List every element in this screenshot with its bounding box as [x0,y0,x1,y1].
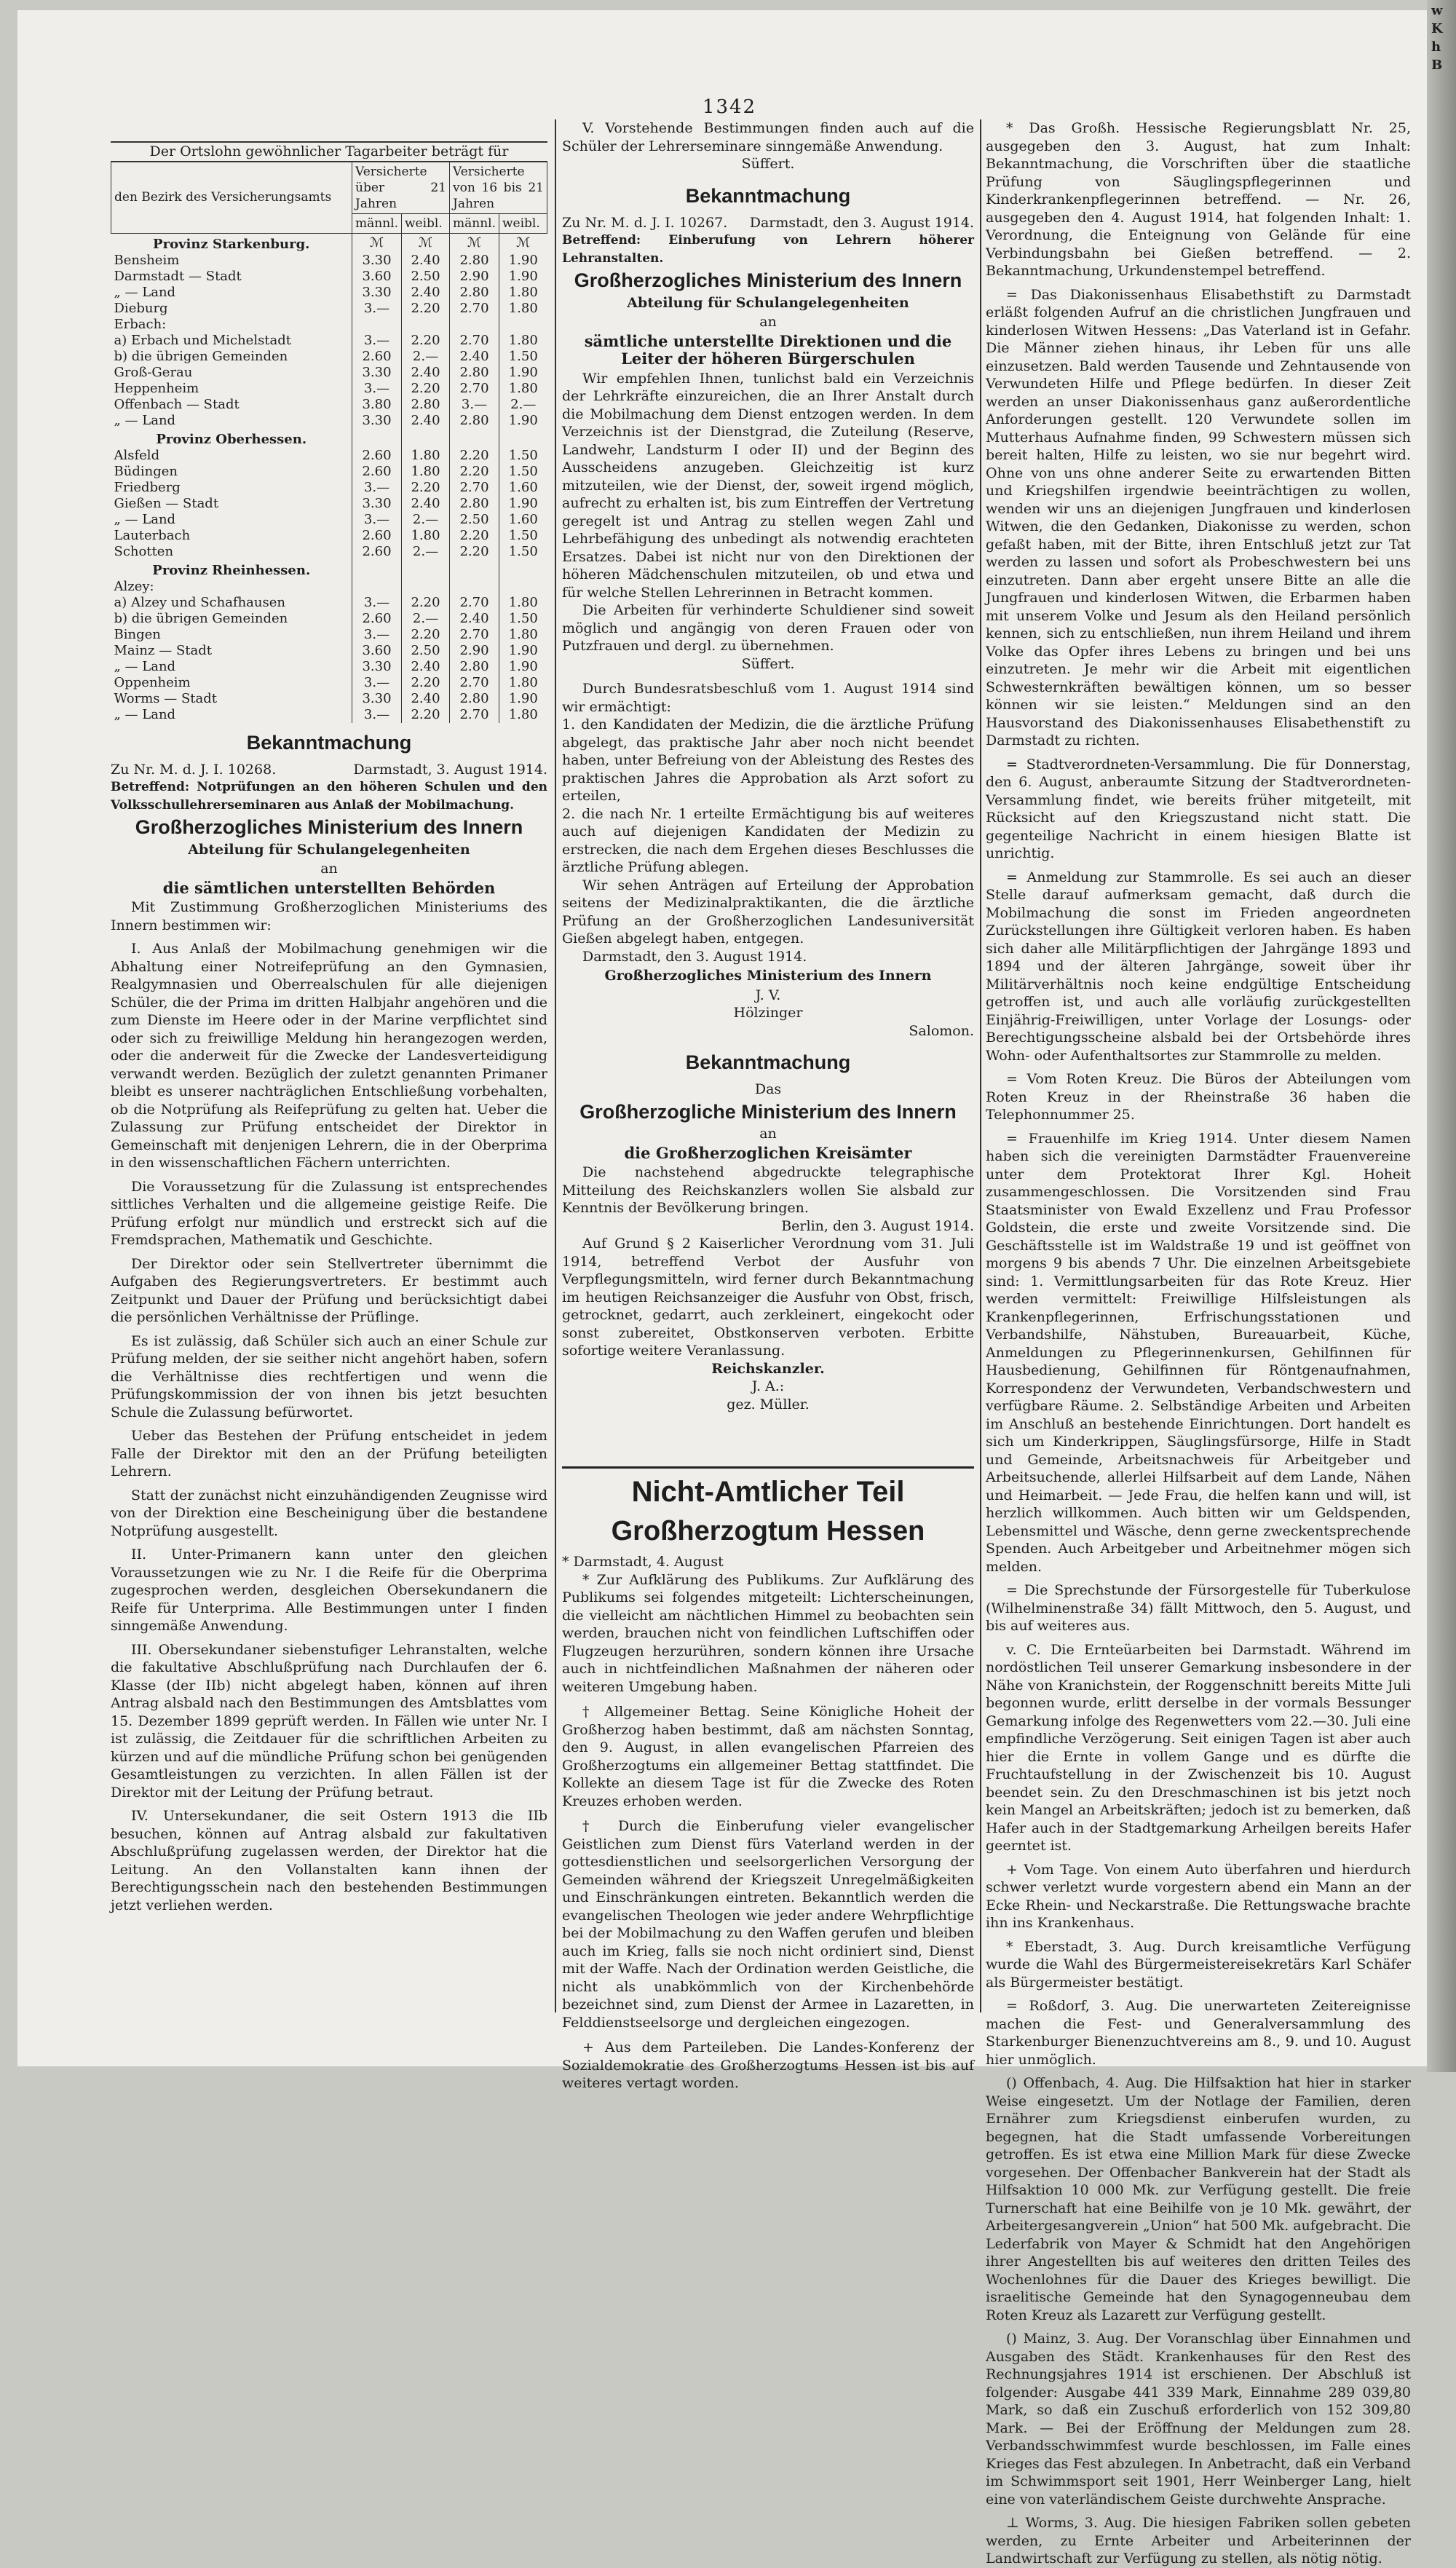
signature: Süffert. [741,655,795,672]
wage-cell: 2.60 [352,544,402,560]
wage-cell: 3.— [352,301,402,317]
wage-cell: 2.80 [450,413,499,429]
paragraph: = Vom Roten Kreuz. Die Büros der Abteilungen vom Roten Kreuz in der Rheinstraße 36 haben die Telephonnummer 25. [986,1071,1411,1123]
wage-cell: 2.80 [402,397,450,413]
dateline: Darmstadt, den 3. August 1914. [582,948,807,965]
wage-cell: 2.70 [450,301,499,317]
wage-cell: 2.40 [450,349,499,365]
paragraph: = Stadtverordneten-Versammlung. Die für Donnerstag, den 6. August, anberaumte Sitzung der Stadtverordneten-Versammlung findet, wie bereits früher mitgeteilt, mit Rücksicht auf den Kriegszustand nicht statt. Die gegenteilige Nachricht in einem hiesigen Blatte ist unrichtig. [986,756,1411,861]
wage-cell: 1.60 [499,480,547,496]
wage-table [111,162,547,723]
wage-cell: 2.80 [450,496,499,512]
district-cell: „ — Land [114,706,176,722]
table-row [111,253,547,269]
wage-cell: 2.70 [450,480,499,496]
wage-cell: 1.80 [402,464,450,480]
unit-cell: ℳ [402,233,450,253]
wage-cell [450,317,499,333]
wage-cell: 1.80 [499,675,547,691]
paragraph: IV. Untersekundaner, die seit Ostern 1913 die IIb besuchen, können auf Antrag alsbald zur fakultativen Abschlußprüfung zugelassen werden, der Direktor hat die Leitung. An den Vollanstalten kann ihnen der Berechtigungsschein nach den bestehenden Bestimmungen jetzt verliehen werden. [111,1808,547,1913]
district-cell: „ — Land [114,284,176,300]
wage-cell: 2.40 [402,365,450,381]
paragraph: = Die Sprechstunde der Fürsorgestelle für Tuberkulose (Wilhelminenstraße 34) fällt Mittwoch, den 5. August, und bis auf weiteres aus. [986,1582,1411,1634]
wage-cell: 2.50 [402,269,450,285]
wage-cell: 2.20 [402,707,450,723]
wage-cell: 2.20 [450,528,499,544]
wage-cell [402,579,450,595]
signature: Süffert. [741,156,795,172]
col-m2: männl. [450,213,499,233]
unit-cell [450,429,499,448]
wage-cell: 1.90 [499,496,547,512]
recipients: die sämtlichen unterstellten Behörden [162,878,496,897]
wage-cell: 1.50 [499,349,547,365]
unit-cell: ℳ [450,233,499,253]
wage-cell: 3.30 [352,496,402,512]
wage-cell: 2.50 [402,643,450,659]
wage-cell: 2.20 [402,381,450,397]
paragraph: Es ist zulässig, daß Schüler sich auch an einer Schule zur Prüfung melden, der sie seither nicht angehört haben, sofern die Verhältnisse dies rechtfertigen und wenn die Prüfungskommission der von ihnen bis jetzt besuchten Schule die Zulassung befürwortet. [111,1332,547,1421]
paragraph: = Frauenhilfe im Krieg 1914. Unter diesem Namen haben sich die vereinigten Darmstädter Frauenvereine unter dem Protektorat Ihrer Kgl. Hoheit zusammengeschlossen. Die Vorsitzenden sind Frau Staatsminister von Ewald Exzellenz und Frau Professor Goldstein, die erste und zweite Vorsitzende sind. Die Geschäftsstelle ist im Waldstraße 19 und ist geöffnet von morgens 9 bis abends 7 Uhr. Die einzelnen Arbeitsgebiete sind: 1. Vermittlungsarbeiten für das Rote Kreuz. Hier werden vermittelt: Freiwillige Hilfsleistungen als Krankenpflegerinnen, Erfrischungsstationen und Verbandshilfe, Nähstuben, Bureauarbeit, Küche, Anmeldungen zu Pflegerinnenkursen, Gehilfinnen für Hausbedienung, Gehilfinnen für Röntgenaufnahmen, Korrespondenz der Verwundeten, Verbandschwestern und verfügbare Räume. 2. Selbständige Arbeiten und Arbeiten im Anschluß an bestehende Einrichtungen. Dort handelt es sich um Kinderkrippen, Säuglingsfürsorge, Hilfe in Stadt und Gemeinde, Arbeitsnachweis für Arbeitgeber und Arbeitsuchende, allerlei Hilfsarbeit auf dem Lande, Nähen und Heimarbeit. — Jede Frau, die helfen kann und will, ist herzlich willkommen. Auch bitten wir um Geldspenden, Lebensmittel und Wäsche, denn gerne zweckentsprechende Spenden. Auch Arbeitgeber und Arbeitnehmer mögen sich melden. [986,1130,1411,1575]
wage-cell: 3.60 [352,643,402,659]
table-row [111,528,547,544]
wage-cell: 2.80 [450,285,499,301]
table-row [111,611,547,627]
wage-cell: 2.80 [450,253,499,269]
paragraph: Mit Zustimmung Großherzoglichen Ministeriums des Innern bestimmen wir: [111,899,547,933]
table-row [111,333,547,349]
wage-cell: 3.— [352,675,402,691]
wage-cell [402,317,450,333]
wage-cell: 2.20 [402,301,450,317]
wage-cell: 3.— [352,381,402,397]
column-1 [111,119,547,2012]
paragraph: Der Direktor oder sein Stellvertreter übernimmt die Aufgaben des Regierungsvertreters. Er bestimmt auch Zeitpunkt und Dauer der Prüfung und berücksichtigt dabei die persönlichen Verhältnisse der Prüflinge. [111,1255,547,1325]
district-cell: Worms — Stadt [114,690,218,706]
ministry-name: Großherzogliches Ministerium des Innern [135,816,523,838]
wage-cell: 1.80 [499,285,547,301]
body-text: Durch Bundesratsbeschluß vom 1. August 1914 sind wir ermächtigt: [562,681,974,715]
wage-cell: 3.— [352,595,402,611]
wage-cell: 2.20 [450,464,499,480]
district-cell: b) die übrigen Gemeinden [114,348,288,364]
column-3 [986,119,1411,2567]
wage-cell: 2.70 [450,627,499,643]
unit-cell [402,429,450,448]
wage-cell: 2.40 [402,691,450,707]
wage-cell: 3.— [450,397,499,413]
district-cell: a) Erbach und Michelstadt [114,332,292,348]
wage-cell: 2.20 [450,544,499,560]
paragraph: = Roßdorf, 3. Aug. Die unerwarteten Zeitereignisse machen die Fest- und Generalversammlung des Starkenburger Bienenzuchtvereins am 8., 9. und 10. August hier unmöglich. [986,1998,1411,2068]
district-cell: a) Alzey und Schafhausen [114,594,285,610]
wage-cell: 2.50 [450,512,499,528]
body-text: Auf Grund § 2 Kaiserlicher Verordnung vom 31. Juli 1914, betreffend Verbot der Ausfuhr von Verpflegungsmitteln, wird ferner durch Bekanntmachung im heutigen Reichsanzeiger die Ausfuhr von Obst, frisch, getrocknet, gedarrt, auch zerkleinert, eingekocht oder sonst zubereitet, Obstkonserven verboten. Erbitte sofortige weitere Veranlassung. [562,1236,974,1359]
district-cell: Heppenheim [114,380,199,396]
wage-cell: 1.90 [499,365,547,381]
an-word: an [759,314,777,330]
province-header-row [111,429,547,448]
paragraph: Die Voraussetzung für die Zulassung ist entsprechendes sittliches Verhalten und die allgemeine geistige Reife. Die Prüfung erfolgt nur mündlich und erstreckt sich auf die Fremdsprachen, Mathematik und Geschichte. [111,1178,547,1248]
table-row [111,496,547,512]
wage-cell: 1.50 [499,464,547,480]
paragraph: * Eberstadt, 3. Aug. Durch kreisamtliche Verfügung wurde die Wahl des Bürgermeistereisekretärs Karl Schäfer als Bürgermeister bestätigt. [986,1938,1411,1991]
district-cell: Oppenheim [114,674,191,690]
paragraph: ⊥ Worms, 3. Aug. Die hiesigen Fabriken sollen gebeten werden, zu Ernte Arbeiter und Arbeiterinnen der Landwirtschaft zur Verfügung zu stellen, als nötig nötig. [986,2515,1411,2567]
ref-number: Zu Nr. M. d. J. I. 10267. [562,214,728,231]
betreff: Betreffend: Notprüfungen an den höheren Schulen und den Volksschullehrerseminaren aus Anlaß der Mobilmachung. [111,780,547,813]
heading-bekanntmachung-2: Bekanntmachung [685,184,851,207]
wage-cell: 3.30 [352,691,402,707]
district-cell: Friedberg [114,479,181,495]
wage-cell: 2.20 [402,627,450,643]
ministry-name: Großherzogliches Ministerium des Innern [574,269,962,291]
wage-cell: 1.60 [499,512,547,528]
department: Abteilung für Schulangelegenheiten [627,294,909,311]
column-rule-2 [980,119,981,2012]
wage-cell: 2.20 [402,480,450,496]
table-row [111,659,547,675]
table-row [111,413,547,429]
wage-cell: 3.30 [352,659,402,675]
wage-cell: 3.— [352,333,402,349]
district-cell: Alzey: [114,578,154,594]
col-m1: männl. [352,213,402,233]
table-row [111,707,547,723]
body-text: Die nachstehend abgedruckte telegraphische Mitteilung des Reichskanzlers wollen Sie alsbald zur Kenntnis der Bevölkerung bringen. [562,1164,974,1216]
wage-cell: 2.— [402,349,450,365]
district-cell: Bingen [114,626,161,642]
province-name: Provinz Rheinhessen. [152,562,311,578]
table-row [111,317,547,333]
paragraph: I. Aus Anlaß der Mobilmachung genehmigen wir die Abhaltung einer Notreifeprüfung an den Gymnasien, Realgymnasien und Oberrealschulen für alle diejenigen Schüler, die der Prima im dritten Halbjahr angehören und die zum Dienste im Heere oder in der Marine verpflichtet sind oder sich zu freiwillige Meldung hin herangezogen werden, oder die anderweit für die Zwecke der Landesverteidigung verwandt werden. Bezüglich der zuletzt genannten Primaner bleibt es unserer nachträglichen Entschließung vorbehalten, ob die Notprüfung als Reifeprüfung zu gelten hat. Ueber die Zulassung zur Prüfung entscheidet der Direktor in Gemeinschaft mit denjenigen Lehrern, die in der Oberprima in den wissenschaftlichen Fächern unterrichten. [111,941,547,1171]
col-district-header: den Bezirk des Versicherungsamts [111,162,352,233]
district-cell: Dieburg [114,300,168,316]
news-item: † Durch die Einberufung vieler evangelischer Geistlichen zum Dienst fürs Vaterland werden in der gottesdienstlichen und seelsorgerlichen Versorgung der Gemeinden während der Kriegszeit Unregelmäßigkeiten und Einschränkungen eintreten. Bekanntlich werden die evangelischen Theologen wie jeder andere Wehrpflichtige bei der Mobilmachung zu den Waffen gerufen und bleiben auch im Krieg, falls sie noch nicht ordiniert sind, Dienst mit der Waffe. Nach der Ordination werden Geistliche, die nicht als unabkömmlich von der Kirchenbehörde bezeichnet sind, zum Dienst der Armee in Lazaretten, in Felddienstseelsorge und dergleichen eingezogen. [562,1818,974,2031]
wage-cell: 1.50 [499,528,547,544]
table-row [111,643,547,659]
wage-cell: 2.60 [352,349,402,365]
table-row [111,579,547,595]
wage-cell: 2.20 [402,675,450,691]
wage-cell: 3.60 [352,269,402,285]
dateline: Berlin, den 3. August 1914. [781,1217,974,1234]
signature: Salomon. [909,1022,974,1039]
table-row [111,301,547,317]
col-w1: weibl. [402,213,450,233]
wage-cell: 2.60 [352,528,402,544]
district-cell: „ — Land [114,511,176,527]
table-row [111,691,547,707]
an-word: an [320,861,338,877]
wage-cell: 1.90 [499,659,547,675]
unit-cell: ℳ [352,233,402,253]
table-row [111,448,547,464]
wage-cell: 3.— [352,512,402,528]
column-rule-1 [555,119,556,2012]
dateline: * Darmstadt, 4. August [562,1554,724,1570]
wage-cell: 3.80 [352,397,402,413]
wage-cell: 3.— [352,707,402,723]
wage-cell: 2.90 [450,643,499,659]
wage-cell: 3.— [352,480,402,496]
wage-cell: 1.80 [499,301,547,317]
ministry-name: Großherzogliche Ministerium des Innern [579,1100,957,1123]
paragraph: + Vom Tage. Von einem Auto überfahren und hierdurch schwer verletzt wurde vorgestern abend ein Mann an der Ecke Rhein- und Neckarstraße. Die Rettungswache brachte ihn ins Krankenhaus. [986,1861,1411,1931]
table-row [111,381,547,397]
wage-cell: 2.— [402,512,450,528]
unit-cell [450,560,499,579]
signature: J. A.: [751,1378,785,1394]
nonofficial-section [562,1466,974,2091]
paragraph: III. Obersekundaner siebenstufiger Lehranstalten, welche die fakultative Abschlußprüfung nach Durchlaufen der 6. Klasse (der IIb) nicht abgelegt haben, können auf ihren Antrag alsbald nach den Bestimmungen des Amtsblattes vom 15. Dezember 1899 geprüft werden. In Fällen wie unter Nr. I ist zulässig, die Zeitdauer für die schriftlichen Arbeiten zu kürzen und auf die mündliche Prüfung schon bei genügenden Gesamtleistungen zu verzichten. In allen Fällen ist der Direktor mit der Leitung der Prüfung betraut. [111,1641,547,1801]
district-cell: Schotten [114,543,174,559]
wage-cell: 2.— [402,544,450,560]
table-row [111,512,547,528]
table-row [111,349,547,365]
newspaper-page [17,10,1441,2567]
wage-cell: 1.80 [499,707,547,723]
wage-cell [352,579,402,595]
table-row [111,285,547,301]
body-text: Die Arbeiten für verhinderte Schuldiener sind soweit möglich und angängig von deren Frauen oder von Putzfrauen und dergl. zu übernehmen. [562,602,974,654]
wage-cell [499,317,547,333]
body-text: Wir sehen Anträgen auf Erteilung der Approbation seitens der Medizinalpraktikanten, die die ärztliche Prüfung an der Großherzoglichen Landesuniversität Gießen abgelegt haben, entgegen. [562,877,974,947]
dateline: Darmstadt, 3. August 1914. [353,761,547,778]
district-cell: Mainz — Stadt [114,642,212,658]
wage-cell: 1.90 [499,691,547,707]
district-cell: b) die übrigen Gemeinden [114,610,288,626]
wage-cell: 2.— [499,397,547,413]
province-name: Provinz Oberhessen. [156,431,307,447]
paragraph: Ueber das Bestehen der Prüfung entscheidet in jedem Falle der Direktor mit den an der Prüfung beteiligten Lehrern. [111,1428,547,1479]
wage-cell: 2.60 [352,448,402,464]
wage-cell: 2.70 [450,381,499,397]
wage-cell: 2.40 [402,413,450,429]
news-item: † Allgemeiner Bettag. Seine Königliche Hoheit der Großherzog haben bestimmt, daß am nächsten Sonntag, den 9. August, in allen evangelischen Pfarreien des Großherzogtums ein allgemeiner Bettag stattfindet. Die Kollekte an diesem Tage ist für die Zwecke des Roten Kreuzes erhoben werden. [562,1704,974,1809]
table-row [111,595,547,611]
paragraph: () Mainz, 3. Aug. Der Voranschlag über Einnahmen und Ausgaben des Städt. Krankenhauses für den Rest des Rechnungsjahres 1914 ist erschienen. Der Abschluß ist folgender: Ausgabe 441 339 Mark, Einnahme 289 039,80 Mark, so daß ein Zuschuß erforderlich von 152 309,80 Mark. — Bei der Eröffnung der Meldungen zum 28. Verbandsschwimmfest wurde beschlossen, im Falle eines Krieges das Fest abzulegen. In Anbetracht, daß ein Verband im Schwimmsport seit 1901, Herr Weinberger Lang, hielt eine von vaterländischem Geiste durchwehte Ansprache. [986,2331,1411,2508]
region-heading: Großherzogtum Hessen [611,1516,925,1546]
wage-cell: 2.60 [352,464,402,480]
wage-cell: 1.80 [499,381,547,397]
betreff: Betreffend: Einberufung von Lehrern höherer Lehranstalten. [562,233,974,266]
wage-cell: 2.40 [402,253,450,269]
wage-cell: 2.70 [450,333,499,349]
wage-cell: 3.30 [352,253,402,269]
district-cell: „ — Land [114,412,176,428]
wage-cell [352,317,402,333]
wage-cell: 2.40 [450,611,499,627]
body-text: Wir empfehlen Ihnen, tunlichst bald ein Verzeichnis der Lehrkräfte einzureichen, die an Ihrer Anstalt durch die Mobilmachung dem Dienst entzogen werden. In dem Verzeichnis ist der Dienstgrad, die Zuteilung (Reserve, Landwehr, Landsturm I oder II) und der Beginn des Ausscheidens anzugeben. Gleichzeitig ist kurz mitzuteilen, wie der Dienst, der, soweit irgend möglich, aufrecht zu erhalten ist, bis zum Eintreffen der Vertretung geregelt ist und Antrag zu stellen wegen Zahl und Lehrbefähigung des unbedingt als notwendig erachteten Ersatzes. Dabei ist nicht nur von den Direktionen der höheren Mädchenschulen mitzuteilen, ob und etwa und für welche Stellen Lehrerinnen in Betracht kommen. [562,370,974,601]
wage-cell: 1.80 [402,448,450,464]
paragraph: = Das Diakonissenhaus Elisabethstift zu Darmstadt erläßt folgenden Aufruf an die christlichen Jungfrauen und kinderlosen Witwen Hessens: „Das Vaterland ist in Gefahr. Die Männer ziehen hinaus, ihr Leben für uns alle einzusetzen. Bald werden Tausende und Zehntausende von Verwundeten Hilfe und Pflege bedürfen. In dieser Zeit werden an unser Diakonissenhaus ganz außerordentliche Anforderungen gestellt. 120 Verwundete sollen im Mutterhaus Aufnahme finden, 99 Schwestern müssen sich bereit halten, Hilfe zu leisten, wo sie nur begehrt wird. Ohne von uns ohne anderer Seite zu erwartenden Bitten und Kriegshilfen irgendwie beeinträchtigen zu wollen, wenden wir uns an diejenigen Jungfrauen und kinderlosen Witwen, die den Gedanken, Diakonisse zu werden, schon gefaßt haben, mit der Bitte, ihren Entschluß jetzt zur Tat werden zu lassen und sofort als Probeschwestern bei uns einzutreten. Dann aber ergeht unsere Bitte an alle die Jungfrauen und kinderlosen Witwen, die Erbarmen haben mit unserem Volke und Jesum als den Heiland persönlich kennen, sich zu entschließen, nun ihrem Heiland und ihrem Volke das Opfer ihres Lebens zu bringen und bei uns einzutreten. Je mehr wir die Arbeit mit eigentlichen Schwesternkräften bewältigen können, um so besser können wir sie leisten.“ Meldungen sind an den Hausvorstand des Diakonissenhauses Elisabethenstift zu Darmstadt zu richten. [986,286,1411,748]
wage-cell: 1.50 [499,448,547,464]
wage-cell: 1.90 [499,643,547,659]
paragraph: v. C. Die Ernteüarbeiten bei Darmstadt. Während im nordöstlichen Teil unserer Gemarkung insbesondere in der Nähe von Kranichstein, der Roggenschnitt bereits Mitte Juli begonnen wurde, erlitt derselbe in der vormals Bessunger Gemarkung infolge des Regenwetters vom 22.—30. Juli eine empfindliche Verzögerung. Seit einigen Tagen ist aber auch hier die Ernte in vollem Gange und es dürfte die Fruchtaufstellung in der Zwischenzeit bis 10. August beendet sein. Zu den Dreschmaschinen ist bis jetzt noch kein Mangel an Arbeitskräften; jedoch ist zu bemerken, daß Hafer auch in der Stadtgemarkung Arheilgen bereits Hafer geerntet ist. [986,1641,1411,1854]
wage-cell: 2.40 [402,285,450,301]
col-w2: weibl. [499,213,547,233]
paragraph: Statt der zunächst nicht einzuhändigenden Zeugnisse wird von der Direktion eine Bescheinigung über die bestandene Notprüfung ausgestellt. [111,1487,547,1539]
district-cell: Darmstadt — Stadt [114,268,242,284]
wage-cell: 2.90 [450,269,499,285]
unit-cell: ℳ [499,233,547,253]
unit-cell [499,429,547,448]
signature: Hölzinger [733,1005,803,1021]
paragraph: II. Unter-Primanern kann unter den gleichen Voraussetzungen wie zu Nr. I die Reife für die Oberprima zugesprochen werden, desgleichen Obersekundanern die Reife für Unterprima. Alle Bestimmungen unter I finden sinngemäße Anwendung. [111,1546,547,1634]
paragraph: () Offenbach, 4. Aug. Die Hilfsaktion hat hier in starker Weise eingesetzt. Um der Notlage der Familien, deren Ernährer zum Kriegsdienst einberufen wurden, zu begegnen, hat die Stadt umfassende Vorbereitungen getroffen. Es ist etwa eine Million Mark für diese Zwecke vorgesehen. Der Offenbacher Bankverein hat der Stadt als Hilfsaktion 10 000 Mk. zur Verfügung gestellt. Die freie Turnerschaft hat eine Beihilfe von je 10 Mk. gewährt, der Arbeitergesangverein „Union“ hat 500 Mk. aufgebracht. Die Lederfabrik von Mayer & Schmidt hat den Angehörigen ihrer Angestellten bis auf weiteres den dritten Teiles des Wochenlohnes für die Dauer des Krieges bewilligt. Die israelitische Gemeinde hat den Synagogenneubau dem Roten Kreuz als Lazarett zur Verfügung gestellt. [986,2075,1411,2323]
wage-cell: 3.— [352,627,402,643]
wage-cell: 1.80 [499,627,547,643]
paragraph: * Das Großh. Hessische Regierungsblatt Nr. 25, ausgegeben den 3. August, hat zum Inhalt: Bekanntmachung, die Vorschriften über die staatliche Prüfung von Säuglingspflegerinnen und Kinderkrankenpflegerinnen betreffend. — Nr. 26, ausgegeben den 4. August 1914, hat folgenden Inhalt: 1. Verordnung, die Enteignung von Gelände für eine Verbindungsbahn bei Gießen betreffend. — 2. Bekanntmachung, Urkundenstempel betreffend. [986,120,1411,279]
section-banner: Nicht-Amtlicher Teil [631,1476,905,1508]
wage-cell [499,579,547,595]
signature: J. V. [755,987,781,1003]
department: Abteilung für Schulangelegenheiten [188,841,470,858]
district-cell: Büdingen [114,463,178,479]
recipients: die Großherzoglichen Kreisämter [624,1143,912,1162]
body-text [111,898,547,1914]
district-cell: „ — Land [114,658,176,674]
unit-cell [352,560,402,579]
signature: Reichskanzler. [711,1360,825,1377]
table-row [111,627,547,643]
page-number: 1342 [702,96,757,118]
list-item: 1. den Kandidaten der Medizin, die die ärztliche Prüfung abgelegt, das praktische Jahr aber noch nicht beendet haben, unter Befreiung von der Ableistung des Restes des praktischen Jahres die Approbation als Arzt sofort zu erteilen, [562,716,974,804]
wage-cell: 2.40 [402,496,450,512]
wage-cell: 3.30 [352,365,402,381]
col-16to21-header: Versicherte von 16 bis 21 Jahren [450,162,547,213]
wage-cell: 2.70 [450,595,499,611]
paragraph: = Anmeldung zur Stammrolle. Es sei auch an dieser Stelle darauf aufmerksam gemacht, daß durch die Mobilmachung die sonst im Frieden angeordneten Zurückstellungen ihre Gültigkeit verloren haben. Es haben sich daher alle Militärpflichtigen der Jahrgänge 1893 und 1894 und der älteren Jahrgänge, soweit über ihr Militärverhältnis noch keine endgültige Entscheidung getroffen ist, und auch alle vorläufig zurückgestellten Einjährig-Freiwilligen, unter Vorlage der Losungs- oder Berechtigungsscheine alsbald bei der Ortsbehörde ihres Wohn- oder Aufenthaltsortes zur Stammrolle zu melden. [986,869,1411,1064]
wage-cell: 2.20 [402,595,450,611]
wage-cell: 2.— [402,611,450,627]
table-row [111,269,547,285]
intro-text: V. Vorstehende Bestimmungen finden auch auf die Schüler der Lehrerseminare sinngemäße Anwendung. [562,120,974,154]
wage-cell: 2.60 [352,611,402,627]
adjacent-page-edge: w K h B [1427,0,1456,2072]
table-row [111,365,547,381]
an-word: an [759,1126,777,1142]
unit-cell [499,560,547,579]
wage-cell: 1.80 [402,528,450,544]
district-cell: Lauterbach [114,527,191,543]
wage-table-body [111,233,547,723]
wage-cell: 1.80 [499,333,547,349]
news-items [986,119,1411,2568]
district-cell: Offenbach — Stadt [114,396,240,412]
das-word: Das [754,1081,782,1097]
wage-cell: 1.90 [499,269,547,285]
wage-cell: 2.70 [450,707,499,723]
wage-cell: 1.50 [499,544,547,560]
table-row [111,397,547,413]
district-cell: Gießen — Stadt [114,495,219,511]
wage-cell: 2.20 [402,333,450,349]
wage-cell: 2.40 [402,659,450,675]
district-cell: Alsfeld [114,447,160,463]
signature: gez. Müller. [727,1396,810,1413]
district-cell: Bensheim [114,252,180,268]
wage-cell: 2.80 [450,365,499,381]
table-row [111,464,547,480]
wage-cell: 3.30 [352,285,402,301]
wage-cell: 3.30 [352,413,402,429]
wage-cell: 2.70 [450,675,499,691]
wage-table-caption: Der Ortslohn gewöhnlicher Tagarbeiter beträgt für [111,141,547,162]
table-row [111,544,547,560]
province-header-row [111,560,547,579]
unit-cell [402,560,450,579]
wage-cell [450,579,499,595]
heading-bekanntmachung-1: Bekanntmachung [246,731,412,754]
wage-cell: 1.50 [499,611,547,627]
col-over21-header: Versicherte über 21 Jahren [352,162,450,213]
list-item: 2. die nach Nr. 1 erteilte Ermächtigung bis auf weiteres auch auf diejenigen Kandidaten der Medizin zu erstrecken, die nach dem Ergehen dieses Beschlusses die ärztliche Prüfung ablegen. [562,805,974,875]
wage-cell: 1.80 [499,595,547,611]
recipients: sämtliche unterstellte Direktionen und die Leiter der höheren Bürgerschulen [584,331,952,368]
dateline: Darmstadt, den 3. August 1914. [749,214,974,231]
table-row [111,480,547,496]
province-name: Provinz Starkenburg. [153,236,310,252]
wage-cell: 2.80 [450,691,499,707]
wage-cell: 2.80 [450,659,499,675]
ministry-name: Großherzogliches Ministerium des Innern [604,968,932,984]
ref-number: Zu Nr. M. d. J. I. 10268. [111,761,277,778]
news-item: + Aus dem Parteileben. Die Landes-Konferenz der Sozialdemokratie des Großherzogtums Hessen ist bis auf weiteres vertagt worden. [562,2039,974,2091]
table-row [111,675,547,691]
district-cell: Erbach: [114,316,167,332]
wage-cell: 2.20 [450,448,499,464]
unit-cell [352,429,402,448]
heading-bekanntmachung-3: Bekanntmachung [685,1051,851,1073]
wage-cell: 1.90 [499,253,547,269]
province-header-row [111,233,547,253]
wage-cell: 1.90 [499,413,547,429]
news-item: * Zur Aufklärung des Publikums. Zur Aufklärung des Publikums sei folgendes mitgeteilt: Lichterscheinungen, die vielleicht am nächtlichen Himmel zu beobachten sein werden, brauchen nicht von feindlichen Luftschiffen oder Flugzeugen herzurühren, sondern können ihre Ursache auch in nichtfeindlichen Maßnahmen der näheren oder weiteren Umgebung haben. [562,1571,974,1695]
district-cell: Groß-Gerau [114,364,193,380]
